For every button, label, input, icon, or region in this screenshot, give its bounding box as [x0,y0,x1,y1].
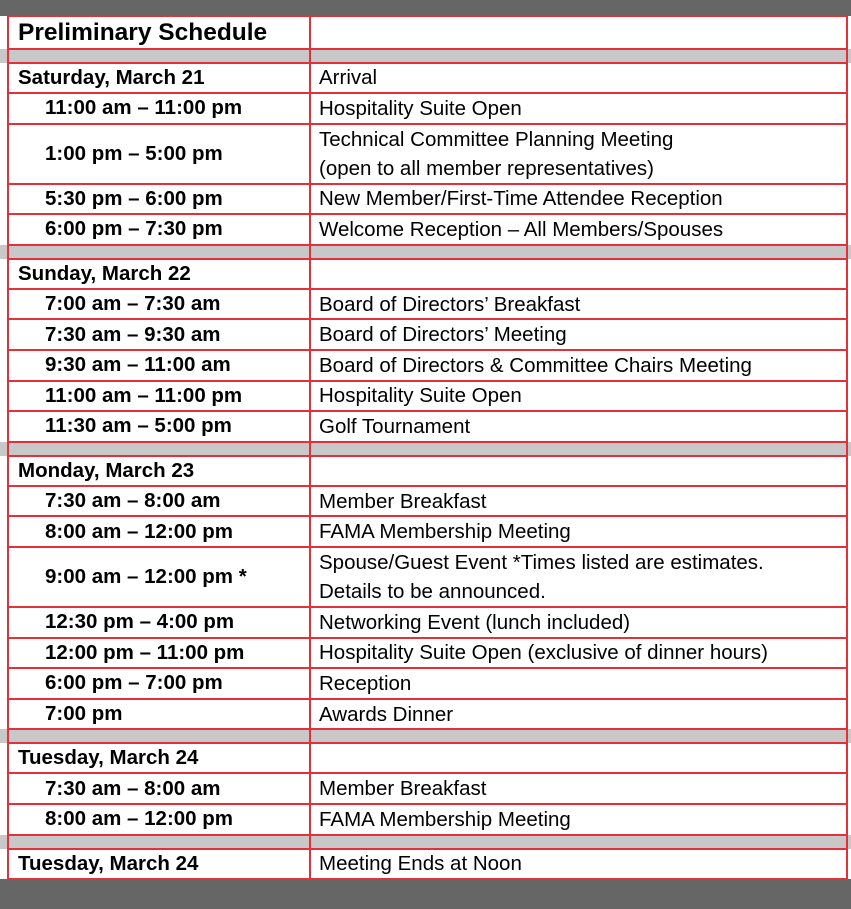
column-rule [309,16,311,879]
event-line: FAMA Membership Meeting [319,520,571,544]
row-rule [8,878,848,880]
event-cell [310,699,847,730]
row-rule [8,848,848,850]
event-text [319,94,522,123]
top-edge-bar [0,0,851,16]
row-rule [8,244,848,246]
event-cell [310,668,847,699]
event-line: (open to all member representatives) [319,156,654,180]
event-cell [310,214,847,245]
time-cell: 6:00 pm – 7:30 pm [45,217,223,241]
day-row [0,456,851,486]
event-text [319,805,571,834]
row-rule [8,183,848,185]
event-text [319,351,752,380]
event-text [319,700,453,729]
day-note: Arrival [319,66,378,89]
time-cell: 7:00 am – 7:30 am [45,292,221,316]
event-cell [310,124,847,184]
schedule-row [0,699,851,730]
event-cell [310,350,847,381]
event-line: Hospitality Suite Open [319,384,522,408]
row-rule [8,380,848,382]
row-rule [8,515,848,517]
day-note [310,456,847,486]
schedule-row [0,93,851,124]
row-rule [8,742,848,744]
event-text [319,608,630,637]
row-rule [8,728,848,730]
row-rule [8,606,848,608]
row-rule [8,834,848,836]
row-rule [8,546,848,548]
event-cell [310,319,847,350]
section-divider [0,245,851,259]
row-rule [8,48,848,50]
schedule-row [0,804,851,835]
row-rule [8,485,848,487]
row-rule [8,318,848,320]
schedule-row [0,289,851,320]
row-rule [8,258,848,260]
event-text [319,669,411,698]
time-cell: 7:30 am – 8:00 am [45,489,221,513]
day-note [310,743,847,773]
event-text [319,548,764,606]
time-cell: 7:30 am – 9:30 am [45,322,221,346]
event-line: Reception [319,671,412,695]
schedule-row [0,319,851,350]
event-line: Networking Event (lunch included) [319,610,631,634]
day-row [0,849,851,879]
row-rule [8,123,848,125]
day-row [0,259,851,289]
time-cell: 1:00 pm – 5:00 pm [45,141,223,165]
schedule-row [0,124,851,184]
event-text [319,487,486,516]
section-divider [0,49,851,63]
time-cell: 12:30 pm – 4:00 pm [45,610,235,634]
event-text [319,517,571,546]
event-cell [310,516,847,547]
time-cell: 9:00 am – 12:00 pm * [45,565,247,588]
event-line: Member Breakfast [319,489,487,513]
schedule-row [0,607,851,638]
schedule-row [0,773,851,804]
event-line: New Member/First-Time Attendee Reception [319,187,723,211]
schedule-title: Preliminary Schedule [18,18,268,46]
event-text [319,774,486,803]
schedule-row [0,516,851,547]
event-line: Spouse/Guest Event *Times listed are estimates. [319,551,764,574]
event-cell [310,486,847,517]
time-cell: 9:30 am – 11:00 am [45,353,231,377]
row-rule [8,772,848,774]
row-rule [8,410,848,412]
event-line: Member Breakfast [319,777,487,801]
time-cell: 12:00 pm – 11:00 pm [45,640,245,664]
event-line: Awards Dinner [319,702,454,726]
event-cell [310,184,847,215]
event-line: Technical Committee Planning Meeting [319,127,674,151]
event-cell [310,638,847,669]
day-note: Meeting Ends at Noon [319,851,522,875]
event-cell [310,607,847,638]
event-text [319,381,522,410]
title-blank-cell [310,16,847,49]
time-cell: 8:00 am – 12:00 pm [45,807,234,831]
event-line: Hospitality Suite Open (exclusive of dinner hours) [319,641,768,665]
event-cell [310,547,847,607]
section-divider [0,442,851,456]
time-cell: 11:00 am – 11:00 pm [45,96,243,120]
day-row [0,63,851,93]
time-cell: 5:30 pm – 6:00 pm [45,186,223,210]
time-cell: 11:00 am – 11:00 pm [45,383,243,407]
day-label: Tuesday, March 24 [18,746,199,770]
event-text [319,290,580,319]
day-row [0,743,851,773]
event-cell [310,381,847,412]
event-text [319,125,673,183]
row-rule [8,698,848,700]
schedule-row [0,638,851,669]
row-rule [8,637,848,639]
event-line: Board of Directors’ Meeting [319,323,567,347]
schedule-row [0,486,851,517]
time-cell: 7:30 am – 8:00 am [45,776,221,800]
schedule-row [0,381,851,412]
event-cell [310,93,847,124]
event-line: Hospitality Suite Open [319,96,522,120]
event-text [319,215,723,244]
title-row [0,16,851,49]
day-label: Sunday, March 22 [18,261,191,285]
schedule-row [0,547,851,607]
event-line: Welcome Reception – All Members/Spouses [319,217,724,241]
row-rule [8,455,848,457]
event-text [319,320,567,349]
row-rule [8,803,848,805]
right-rule [846,16,848,879]
time-cell: 8:00 am – 12:00 pm [45,519,234,543]
event-text [319,638,768,667]
day-note [310,259,847,289]
event-text [319,184,723,213]
time-cell: 6:00 pm – 7:00 pm [45,671,223,695]
time-cell: 7:00 pm [45,702,123,726]
event-line: FAMA Membership Meeting [319,807,571,831]
schedule-row [0,668,851,699]
event-line: Golf Tournament [319,414,471,438]
row-rule [8,667,848,669]
day-label: Monday, March 23 [18,458,195,482]
bottom-edge-bar [0,879,851,909]
row-rule [8,15,848,17]
event-line: Board of Directors & Committee Chairs Meeting [319,353,752,377]
day-label: Tuesday, March 24 [18,851,199,875]
schedule-row [0,411,851,442]
event-cell [310,804,847,835]
event-cell [310,289,847,320]
left-rule [7,16,9,879]
section-divider [0,835,851,849]
row-rule [8,441,848,443]
row-rule [8,213,848,215]
event-line: Board of Directors’ Breakfast [319,292,581,316]
schedule-row [0,184,851,215]
row-rule [8,288,848,290]
event-cell [310,411,847,442]
row-rule [8,92,848,94]
event-cell [310,773,847,804]
day-label: Saturday, March 21 [18,66,205,89]
event-text [319,412,470,441]
schedule-row [0,350,851,381]
row-rule [8,62,848,64]
schedule-row [0,214,851,245]
row-rule [8,349,848,351]
time-cell: 11:30 am – 5:00 pm [45,414,232,438]
event-line: Details to be announced. [319,580,546,603]
